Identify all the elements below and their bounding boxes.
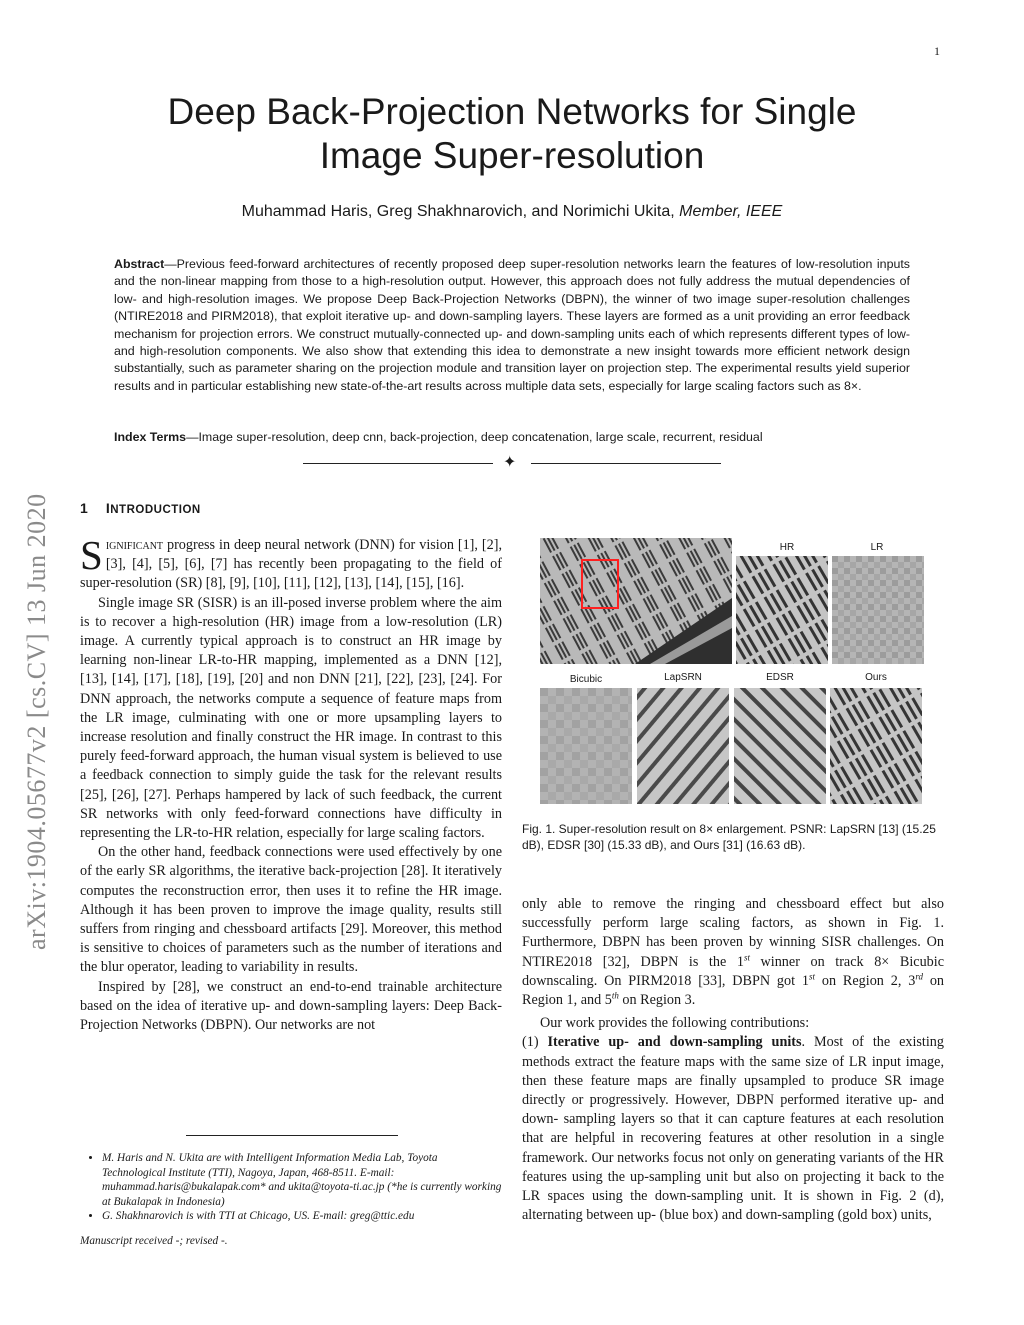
footnote-1: • M. Haris and N. Ukita are with Intelligent Information Media Lab, Toyota Technological Institute (TTI), Nagoya, Japan, 468-8511. E-mail: muhammad.haris@bukalapak.com* and ukita@toyota-ti.ac.jp (*he is currently working at Bukalapak in Indonesia) <box>102 1151 502 1209</box>
label-lr: LR <box>870 542 884 553</box>
right-p1-b: winner on track 8× Bicubic downscaling. On PIRM2018 [33], DBPN got 1 <box>522 953 944 989</box>
sup-st-2: st <box>809 971 816 982</box>
contribution-number: (1) <box>522 1034 548 1051</box>
section-first-letter: I <box>105 500 111 516</box>
authors <box>80 203 944 221</box>
sup-rd: rd <box>915 971 923 982</box>
ours-image <box>830 688 922 804</box>
right-p1-c: on Region 2, 3 <box>815 972 916 989</box>
section-title-rest: NTRODUCTION <box>110 504 201 516</box>
intro-paragraph-3: On the other hand, feedback connections were used effectively by one of the early SR algorithms, the iterative back-projection [28]. It iteratively computes the reconstruction error, then uses it to refine the HR image. Although it has been proven to improve the image quality, results still suffers from ringing and chessboard artifacts [29]. Moreover, this method is sensitive to choices of parameters such as the number of iterations and the blur operator, leading to variability in results. <box>80 844 502 976</box>
contribution-title: Iterative up- and down-sampling units <box>547 1034 802 1051</box>
right-paragraph-1 <box>522 895 944 1010</box>
arxiv-identifier[interactable]: arXiv:1904.05677v2 [cs.CV] 13 Jun 2020 <box>22 493 51 950</box>
right-paragraph-3 <box>522 1033 944 1225</box>
index-terms <box>114 430 910 444</box>
figure-caption: Fig. 1. Super-resolution result on 8× enlargement. PSNR: LapSRN [13] (15.25 dB), EDSR [30] (15.33 dB), and Ours [31] (16.63 dB). <box>522 822 936 852</box>
separator-diamond-icon: ✦ <box>503 454 517 471</box>
intro-paragraph-1 <box>80 532 502 594</box>
edsr-image <box>734 688 826 804</box>
drop-cap: S <box>80 532 103 578</box>
author-membership: Member, IEEE <box>679 203 783 220</box>
sup-th: th <box>611 990 619 1001</box>
label-edsr: EDSR <box>766 672 794 683</box>
author-names: Muhammad Haris, Greg Shakhnarovich, and Norimichi Ukita, <box>241 203 675 220</box>
separator-rule-right <box>531 463 721 464</box>
intro-smallcaps: ignificant <box>105 537 164 553</box>
title-line-1: Deep Back-Projection Networks for Single <box>167 91 857 132</box>
intro-paragraph-2: Single image SR (SISR) is an ill-posed inverse problem where the aim is to recover a high-resolution (HR) image from a low-resolution (LR) image. A currently typical approach is to construct an HR image by learning non-linear LR-to-HR mapping, implemented as a DNN [12], [13], [14], [17], [18], [19], [20] and non DNN [21], [22], [23], [24]. For DNN approach, the networks compute a sequence of feature maps from the LR image, culminating with one or more upsampling layers to increase resolution and finally construct the HR image. In contrast to this purely feed-forward approach, the human visual system is believed to use a feedback connection to simply guide the task for the relevant results [25], [26], [27]. Perhaps hampered by lack of such feedback, the current SR networks with only feed-forward connections have difficulty in representing the LR-to-HR relation, especially for large scaling factors. <box>80 594 502 842</box>
page-number: 1 <box>934 44 940 58</box>
abstract-label: Abstract <box>114 257 165 271</box>
sup-st-1: st <box>743 951 750 962</box>
hr-full-image <box>540 538 732 664</box>
index-terms-text: —Image super-resolution, deep cnn, back-projection, deep concatenation, large scale, recurrent, residual <box>186 430 763 444</box>
section-heading <box>80 500 201 516</box>
label-bicubic: Bicubic <box>569 674 603 685</box>
footnote-2: • G. Shakhnarovich is with TTI at Chicago, US. E-mail: greg@ttic.edu <box>102 1209 502 1224</box>
label-hr: HR <box>779 542 795 553</box>
index-terms-label: Index Terms <box>114 430 187 444</box>
label-ours: Ours <box>865 672 887 683</box>
right-paragraph-2: Our work provides the following contributions: <box>540 1015 810 1032</box>
right-p1-e: on Region 3. <box>618 992 696 1009</box>
intro-p1-text: progress in deep neural network (DNN) for vision [1], [2], [3], [4], [5], [6], [7] has recently been propagating to the field of super-resolution (SR) [8], [9], [10], [11], [12], [13], [14], [15], [16]. <box>80 537 502 592</box>
title-line-2: Image Super-resolution <box>319 135 705 176</box>
section-number: 1 <box>80 500 89 516</box>
footnotes <box>80 1151 502 1249</box>
abstract <box>114 256 910 395</box>
right-column <box>522 895 944 1225</box>
right-p1-d: on Region 1, and 5 <box>522 972 945 1009</box>
bicubic-image <box>540 688 632 804</box>
lr-crop-image <box>832 556 924 664</box>
right-p1-a: only able to remove the ringing and chessboard effect but also successfully perform large scaling factors, as shown in Fig. 1. Furthermore, DBPN has been proven by winning SISR challenges. On NTIRE2018 [32], DBPN is the 1 <box>522 896 944 970</box>
footnote-rule <box>186 1135 398 1136</box>
hr-crop-image <box>736 556 828 664</box>
contribution-text: . Most of the existing methods extract the feature maps with the same size of LR input image, then these feature maps are finally upsampled to produce SR image directly or progressively. However, DBPN performed iterative up- and down- sampling layers so that it can capture features at each resolution that are helpful in recovering features at other resolution in a single framework. Our networks focus not only on generating variants of the HR features using the up-sampling unit but also on projecting it back to the LR spaces using the down-sampling unit. It is shown in Fig. 2 (d), alternating between up- (blue box) and down-sampling (gold box) units, <box>522 1034 944 1224</box>
abstract-text: —Previous feed-forward architectures of recently proposed deep super-resolution networks learn the features of low-resolution inputs and the non-linear mapping from those to a high-resolution output. However, this approach does not fully address the mutual dependencies of low- and high-resolution images. We propose Deep Back-Projection Networks (DBPN), the winner of two image super-resolution challenges (NTIRE2018 and PIRM2018), that exploit iterative up- and down-sampling layers. These layers are formed as a unit providing an error feedback mechanism for projection errors. We construct mutually-connected up- and down-sampling units each of which represents different types of low- and high-resolution components. We also show that extending this idea to demonstrate a new insight towards more efficient network design substantially, such as parameter sharing on the projection module and transition layer on projection step. The experimental results yield superior results and in particular establishing new state-of-the-art results across multiple data sets, especially for large scaling factors such as 8×. <box>114 257 910 393</box>
lapsrn-image <box>637 688 729 804</box>
paper-title <box>80 90 944 178</box>
separator-rule-left <box>303 463 493 464</box>
intro-paragraph-4: Inspired by [28], we construct an end-to-end trainable architecture based on the idea of iterative up- and down-sampling layers: Deep Back-Projection Networks (DBPN). Our networks are not <box>80 978 502 1034</box>
left-column <box>80 532 502 1035</box>
manuscript-note: Manuscript received -; revised -. <box>80 1234 228 1247</box>
label-lapsrn: LapSRN <box>664 672 702 683</box>
